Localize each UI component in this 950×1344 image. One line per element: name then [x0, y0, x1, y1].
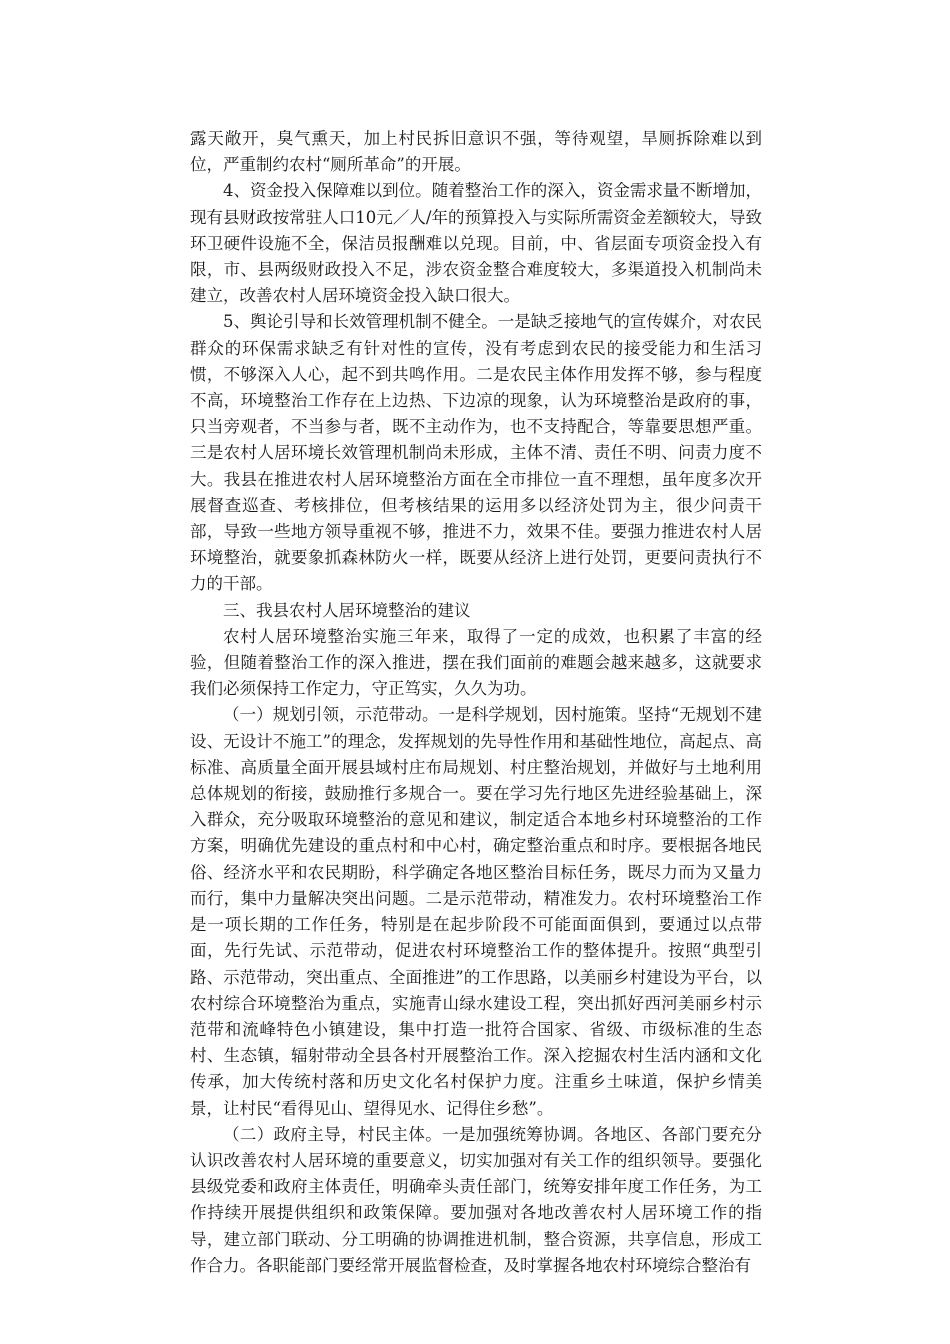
paragraph-3: 5、舆论引导和长效管理机制不健全。一是缺乏接地气的宣传媒介，对农民群众的环保需求缺乏有针对性的宣传，没有考虑到农民的接受能力和生活习惯，不够深入人心，起不到共鸣作用。二是农民主体作用发挥不够，参与程度不高，环境整治工作存在上边热、下边凉的现象，认为环境整治是政府的事，只当旁观者，不当参与者，既不主动作为，也不支持配合，等靠要思想严重。三是农村人居环境长效管理机制尚未形成，主体不清、责任不明、问责力度不大。我县在推进农村人居环境整治方面在全市排位一直不理想，虽年度多次开展督查巡查、考核排位，但考核结果的运用多以经济处罚为主，很少问责干部，导致一些地方领导重视不够，推进不力，效果不佳。要强力推进农村人居环境整治，就要象抓森林防火一样，既要从经济上进行处罚，更要问责执行不力的干部。	[190, 312, 762, 594]
paragraph-1: 露天敞开，臭气熏天，加上村民拆旧意识不强，等待观望，旱厕拆除难以到位，严重制约农村“厕所革命”的开展。	[190, 129, 762, 175]
paragraph-5: （一）规划引领，示范带动。一是科学规划，因村施策。坚持“无规划不建设、无设计不施工”的理念，发挥规划的先导性作用和基础性地位，高起点、高标准、高质量全面开展县域村庄布局规划、村庄整治规划，并做好与土地利用总体规划的衔接，鼓励推行多规合一。要在学习先行地区先进经验基础上，深入群众，充分吸取环境整治的意见和建议，制定适合本地乡村环境整治的工作方案，明确优先建设的重点村和中心村，确定整治重点和时序。要根据各地民俗、经济水平和农民期盼，科学确定各地区整治目标任务，既尽力而为又量力而行，集中力量解决突出问题。二是示范带动，精准发力。农村环境整治工作是一项长期的工作任务，特别是在起步阶段不可能面面俱到，要通过以点带面，先行先试、示范带动，促进农村环境整治工作的整体提升。按照“典型引路、示范带动，突出重点、全面推进”的工作思路，以美丽乡村建设为平台，以农村综合环境整治为重点，实施青山绿水建设工程，突出抓好西河美丽乡村示范带和流峰特色小镇建设，集中打造一批符合国家、省级、市级标准的生态村、生态镇，辐射带动全县各村开展整治工作。深入挖掘农村生活内涵和文化传承，加大传统村落和历史文化名村保护力度。注重乡土味道，保护乡情美景，让村民“看得见山、望得见水、记得住乡愁”。	[190, 705, 762, 1118]
paragraph-2: 4、资金投入保障难以到位。随着整治工作的深入，资金需求量不断增加，现有县财政按常驻人口10元／人/年的预算投入与实际所需资金差额较大，导致环卫硬件设施不全，保洁员报酬难以兑现。目前，中、省层面专项资金投入有限，市、县两级财政投入不足，涉农资金整合难度较大，多渠道投入机制尚未建立，改善农村人居环境资金投入缺口很大。	[190, 181, 762, 306]
paragraph-6: （二）政府主导，村民主体。一是加强统筹协调。各地区、各部门要充分认识改善农村人居环境的重要意义，切实加强对有关工作的组织领导。要强化县级党委和政府主体责任，明确牵头责任部门，统筹安排年度工作任务，为工作持续开展提供组织和政策保障。要加强对各地改善农村人居环境工作的指导，建立部门联动、分工明确的协调推进机制，整合资源，共享信息，形成工作合力。各职能部门要经常开展监督检查，及时掌握各地农村环境综合整治有	[190, 1124, 762, 1275]
paragraph-4: 农村人居环境整治实施三年来，取得了一定的成效，也积累了丰富的经验，但随着整治工作的深入推进，摆在我们面前的难题会越来越多，这就要求我们必须保持工作定力，守正笃实，久久为功。	[190, 626, 762, 699]
section-heading: 三、我县农村人居环境整治的建议	[223, 600, 471, 620]
document-body	[190, 126, 762, 1279]
